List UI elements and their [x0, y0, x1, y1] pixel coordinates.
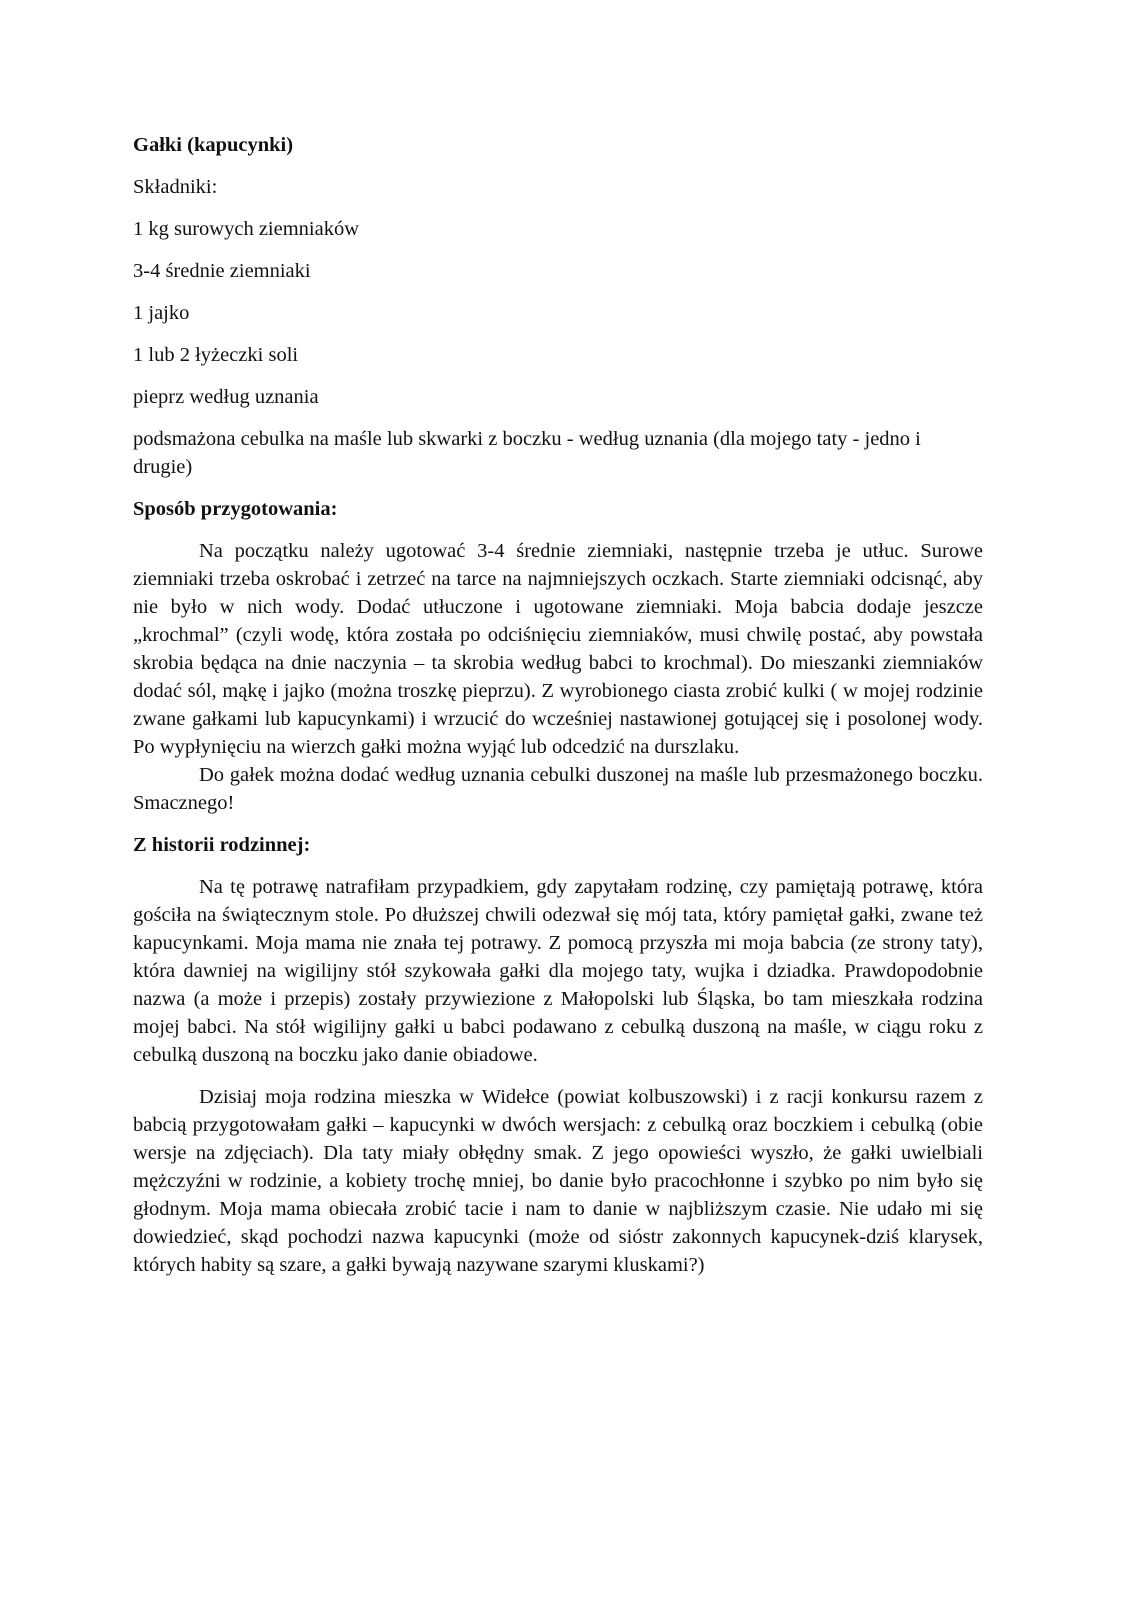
history-paragraph: Na tę potrawę natrafiłam przypadkiem, gdy zapytałam rodzinę, czy pamiętają potrawę, która gościła na świątecznym stole. Po dłuższej chwili odezwał się mój tata, który pamiętał gałki, zwane też kapucynkami. Moja mama nie znała tej potrawy. Z pomocą przyszła mi moja babcia (ze strony taty), która dawniej na wigilijny stół szykowała gałki dla mojego taty, wujka i dziadka. Prawdopodobnie nazwa (a może i przepis) zostały przywiezione z Małopolski lub Śląska, bo tam mieszkała rodzina mojej babci. Na stół wigilijny gałki u babci podawano z cebulką duszoną na maśle, w ciągu roku z cebulką duszoną na boczku jako danie obiadowe. [133, 876, 983, 1066]
preparation-paragraph: Na początku należy ugotować 3-4 średnie ziemniaki, następnie trzeba je utłuc. Surowe ziemniaki trzeba oskrobać i zetrzeć na tarce na najmniejszych oczkach. Starte ziemniaki odcisnąć, aby nie było w nich wody. Dodać utłuczone i ugotowane ziemniaki. Moja babcia dodaje jeszcze „krochmal” (czyli wodę, która została po odciśnięciu ziemniaków, musi chwilę postać, aby powstała skrobia będąca na dnie naczynia – ta skrobia według babci to krochmal). Do mieszanki ziemniaków dodać sól, mąkę i jajko (można troszkę pieprzu). Z wyrobionego ciasta zrobić kulki ( w mojej rodzinie zwane gałkami lub kapucynkami) i wrzucić do wcześniej nastawionej gotującej się i posolonej wody. Po wypłynięciu na wierzch gałki można wyjąć lub odcedzić na durszlaku. [133, 540, 983, 758]
history-paragraph: Dzisiaj moja rodzina mieszka w Widełce (powiat kolbuszowski) i z racji konkursu razem z babcią przygotowałam gałki – kapucynki w dwóch wersjach: z cebulką oraz boczkiem i cebulką (obie wersje na zdjęciach). Dla taty miały obłędny smak. Z jego opowieści wyszło, że gałki uwielbiali mężczyźni w rodzinie, a kobiety trochę mniej, bo danie było pracochłonne i szybko po nim było się głodnym. Moja mama obiecała zrobić tacie i nam to danie w najbliższym czasie. Nie udało mi się dowiedzieć, skąd pochodzi nazwa kapucynki (może od sióstr zakonnych kapucynek-dziś klarysek, których habity są szare, a gałki bywają nazywane szarymi kluskami?) [133, 1086, 983, 1276]
ingredient-item: podsmażona cebulka na maśle lub skwarki z boczku - według uznania (dla mojego taty - jedno i drugie) [133, 428, 921, 478]
document-body [133, 131, 983, 1279]
recipe-title: Gałki (kapucynki) [133, 134, 294, 156]
ingredient-item: 1 kg surowych ziemniaków [133, 218, 360, 240]
ingredient-item: pieprz według uznania [133, 386, 319, 408]
ingredients-list [133, 215, 983, 481]
ingredient-item: 3-4 średnie ziemniaki [133, 260, 311, 282]
ingredient-item: 1 lub 2 łyżeczki soli [133, 344, 299, 366]
preparation-heading: Sposób przygotowania: [133, 498, 338, 520]
history-section [133, 873, 983, 1279]
history-heading: Z historii rodzinnej: [133, 834, 311, 856]
section-spacer [133, 817, 983, 825]
preparation-paragraph: Do gałek można dodać według uznania cebulki duszonej na maśle lub przesmażonego boczku. Smacznego! [133, 764, 983, 814]
ingredient-item: 1 jajko [133, 302, 190, 324]
ingredients-label: Składniki: [133, 176, 218, 198]
preparation-section [133, 537, 983, 817]
